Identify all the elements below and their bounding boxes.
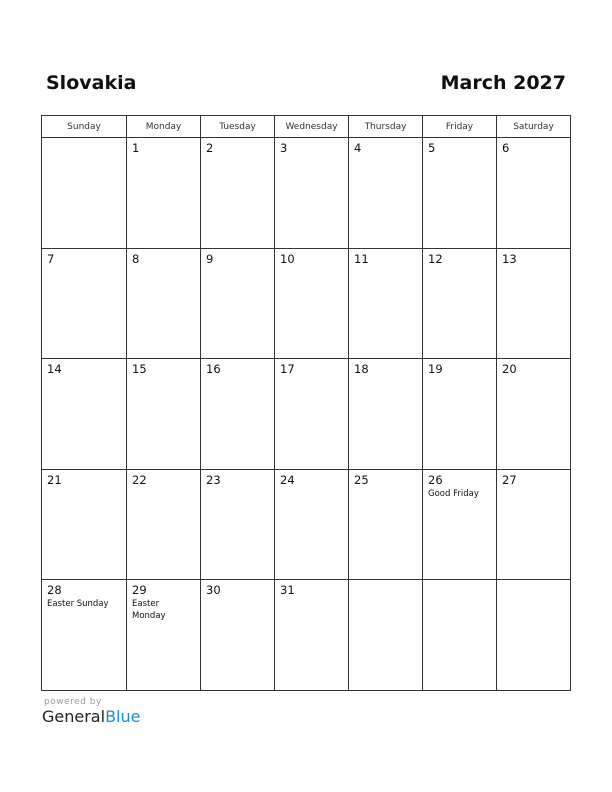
holiday-label: Easter Monday [132,599,166,621]
day-number: 16 [206,362,221,376]
day-number: 3 [280,141,288,155]
logo-general: General [42,707,106,726]
weekday-header-thursday: Thursday [349,116,423,138]
day-cell [42,580,127,691]
day-number: 2 [206,141,214,155]
day-number: 8 [132,251,140,266]
day-cell [423,469,497,580]
day-number: 15 [132,362,147,376]
day-number: 17 [280,362,295,376]
day-number: 12 [428,251,443,266]
holiday-label: Good Friday [428,488,479,499]
day-number: 7 [47,251,55,266]
day-cell [275,359,349,470]
day-number: 28 [47,583,62,597]
day-cell [275,138,349,249]
day-number: 13 [502,251,517,266]
day-cell [349,359,423,470]
day-cell [127,138,201,249]
weekday-header-wednesday: Wednesday [275,116,349,138]
day-cell [201,469,275,580]
day-cell [349,248,423,359]
day-cell [349,138,423,249]
day-cell [497,580,571,691]
day-number: 23 [206,472,221,487]
calendar-grid [41,115,571,691]
weekday-header-saturday: Saturday [497,116,571,138]
day-number: 6 [502,141,510,155]
day-number: 30 [206,583,221,597]
day-cell [201,580,275,691]
day-cell [423,138,497,249]
day-number: 19 [428,362,443,376]
day-cell [275,469,349,580]
day-number: 31 [280,583,295,597]
day-cell [127,248,201,359]
day-number: 11 [354,251,369,266]
day-number: 24 [280,472,295,487]
day-cell [349,469,423,580]
country-title: Slovakia [46,72,137,94]
day-number: 1 [132,141,140,155]
powered-by-text: powered by [44,697,102,707]
day-cell [42,469,127,580]
day-cell [497,359,571,470]
day-number: 25 [354,472,369,487]
day-cell [349,580,423,691]
footer [42,697,140,726]
day-number: 18 [354,362,369,376]
day-cell [201,359,275,470]
day-cell [127,580,201,691]
day-cell [127,469,201,580]
week-row [42,138,571,249]
holiday-label: Easter Sunday [47,599,109,609]
day-number: 10 [280,251,295,266]
month-title: March 2027 [440,72,566,94]
day-cell [497,248,571,359]
weekday-header-monday: Monday [127,116,201,138]
week-row [42,248,571,359]
weekday-header-friday: Friday [423,116,497,138]
generalblue-logo[interactable] [42,707,140,726]
day-cell [42,248,127,359]
logo-blue: Blue [105,707,141,726]
day-number: 29 [132,583,147,597]
day-cell [497,138,571,249]
day-number: 22 [132,472,147,487]
weekday-header-sunday: Sunday [42,116,127,138]
week-row [42,469,571,580]
day-cell [275,580,349,691]
week-row [42,359,571,470]
weekday-header-tuesday: Tuesday [201,116,275,138]
day-cell [423,580,497,691]
day-cell [42,138,127,249]
day-cell [42,359,127,470]
day-number: 4 [354,141,362,155]
day-cell [127,359,201,470]
day-cell [423,248,497,359]
day-number: 21 [47,472,62,487]
day-cell [201,248,275,359]
day-cell [275,248,349,359]
day-number: 26 [428,472,443,487]
day-number: 14 [47,362,62,376]
day-cell [201,138,275,249]
weekday-header-row [42,116,571,138]
day-cell [497,469,571,580]
day-number: 27 [502,472,517,487]
day-cell [423,359,497,470]
day-number: 5 [428,141,436,155]
day-number: 9 [206,251,214,266]
day-number: 20 [502,362,517,376]
week-row [42,580,571,691]
